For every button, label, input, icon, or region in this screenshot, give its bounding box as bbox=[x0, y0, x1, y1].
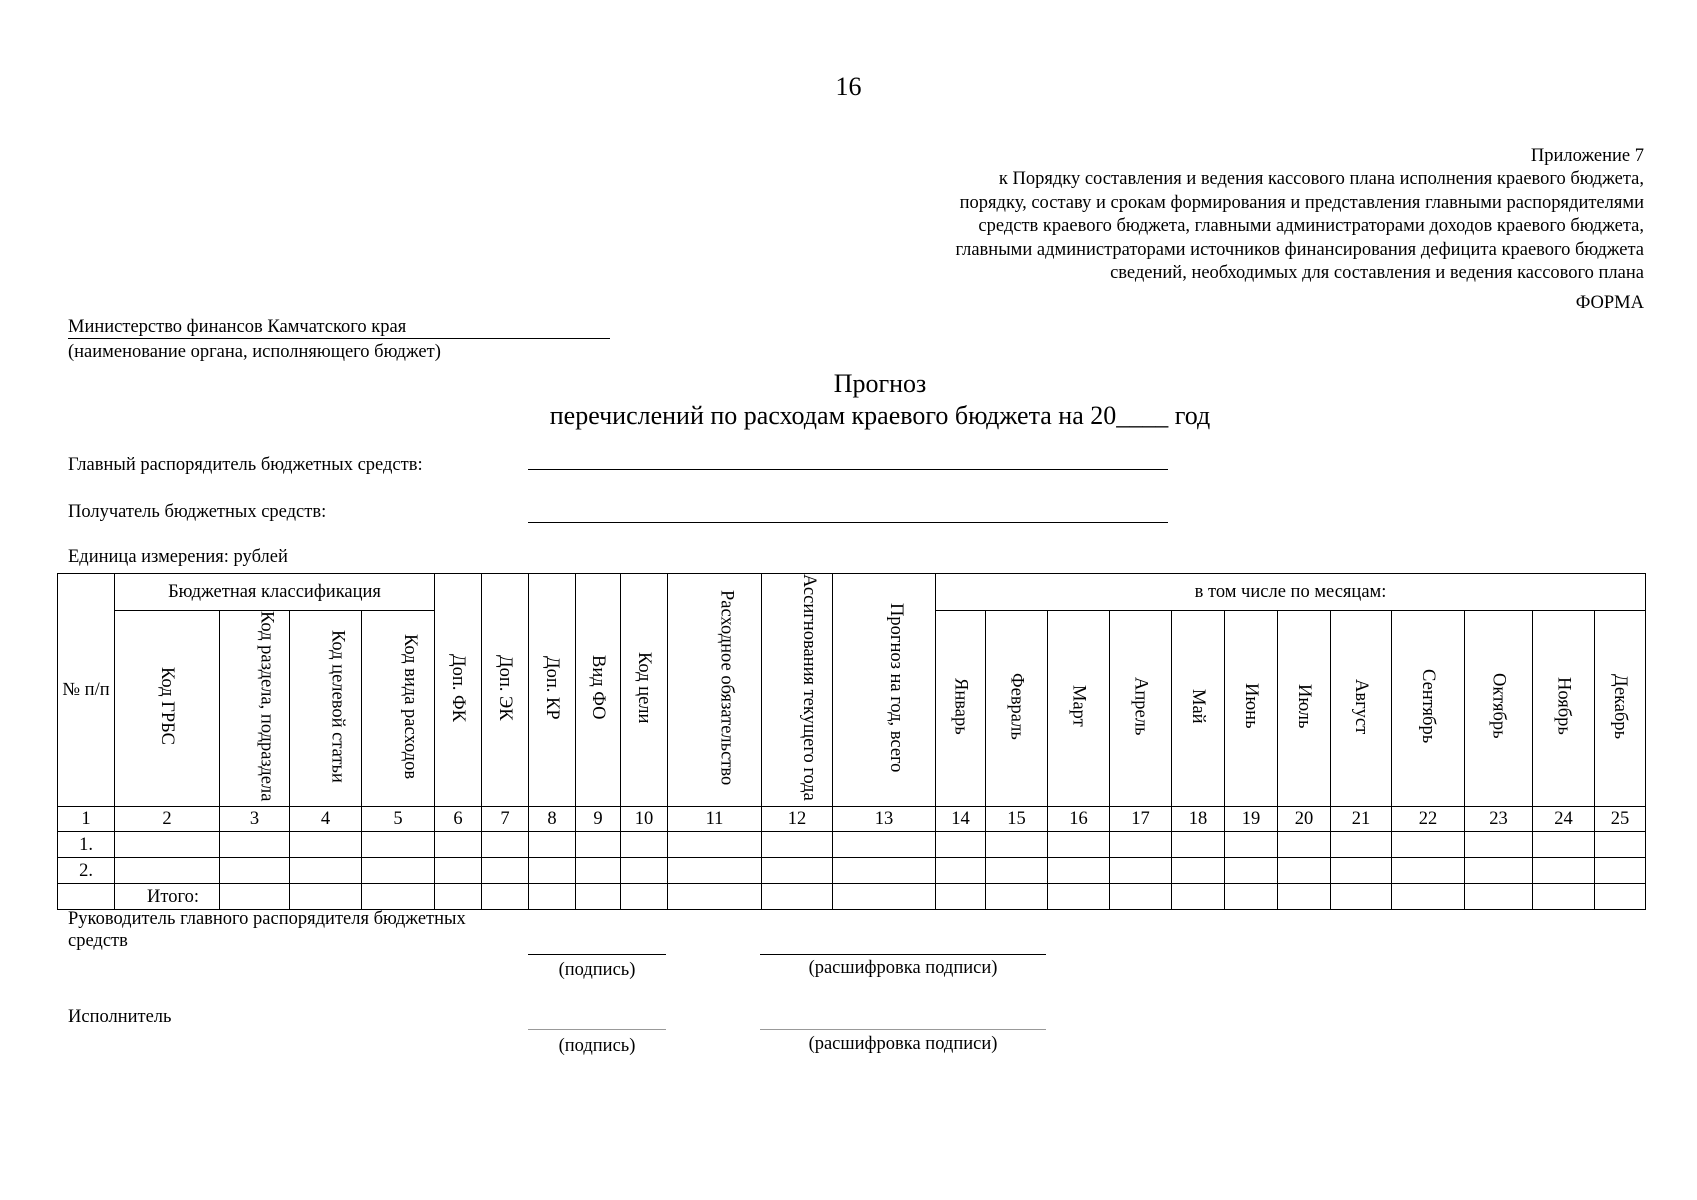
table-cell[interactable] bbox=[290, 884, 362, 910]
table-cell[interactable] bbox=[986, 884, 1048, 910]
table-cell[interactable] bbox=[1331, 858, 1392, 884]
table-cell[interactable] bbox=[986, 832, 1048, 858]
head-decode-caption: (расшифровка подписи) bbox=[808, 958, 998, 978]
table-cell[interactable] bbox=[1225, 832, 1278, 858]
table-cell[interactable] bbox=[1278, 858, 1331, 884]
table-cell[interactable] bbox=[115, 858, 220, 884]
table-cell[interactable] bbox=[362, 832, 435, 858]
table-cell[interactable] bbox=[529, 832, 576, 858]
recipient-label: Получатель бюджетных средств: bbox=[68, 502, 327, 522]
table-cell[interactable] bbox=[762, 832, 833, 858]
column-number: 21 bbox=[1331, 807, 1392, 832]
table-cell[interactable] bbox=[1595, 858, 1646, 884]
form-label: ФОРМА bbox=[1575, 293, 1644, 313]
column-numbers-row bbox=[58, 807, 1646, 832]
table-cell[interactable] bbox=[668, 832, 762, 858]
table-cell[interactable] bbox=[435, 884, 482, 910]
col-header-grbs: Код ГРБС bbox=[157, 667, 177, 746]
column-number: 1 bbox=[58, 807, 115, 832]
table-cell[interactable] bbox=[362, 884, 435, 910]
table-cell[interactable] bbox=[1533, 832, 1595, 858]
column-number: 14 bbox=[936, 807, 986, 832]
column-number: 3 bbox=[220, 807, 290, 832]
column-number: 25 bbox=[1595, 807, 1646, 832]
main-manager-field[interactable] bbox=[528, 469, 1168, 470]
table-cell[interactable] bbox=[762, 858, 833, 884]
appendix-line: к Порядку составления и ведения кассового плана исполнения краевого бюджета, bbox=[998, 169, 1644, 190]
table-cell[interactable] bbox=[220, 884, 290, 910]
column-number: 9 bbox=[576, 807, 621, 832]
column-number: 8 bbox=[529, 807, 576, 832]
table-cell[interactable] bbox=[1048, 884, 1110, 910]
month-header: Октябрь bbox=[1488, 673, 1509, 740]
executor-decode-line[interactable] bbox=[760, 1029, 1046, 1030]
month-header: Январь bbox=[950, 677, 971, 735]
table-cell[interactable] bbox=[576, 884, 621, 910]
table-cell[interactable] bbox=[1048, 858, 1110, 884]
unit-label: Единица измерения: рублей bbox=[68, 547, 288, 567]
organization-name: Министерство финансов Камчатского края bbox=[68, 316, 610, 339]
col-header-cel: Код целевой статьи bbox=[327, 629, 348, 783]
table-cell[interactable] bbox=[529, 858, 576, 884]
table-cell[interactable] bbox=[1225, 858, 1278, 884]
table-row bbox=[58, 858, 1646, 884]
table-cell[interactable] bbox=[1465, 858, 1533, 884]
table-cell[interactable] bbox=[1172, 858, 1225, 884]
title-line-1: Прогноз bbox=[833, 369, 927, 398]
table-row bbox=[58, 832, 1646, 858]
col-header-vid: Код вида расходов bbox=[400, 633, 420, 779]
column-number: 18 bbox=[1172, 807, 1225, 832]
col-header-vid-fo: Вид ФО bbox=[588, 655, 608, 720]
col-header-razdel: Код раздела, подраздела bbox=[256, 611, 277, 802]
column-number: 4 bbox=[290, 807, 362, 832]
appendix-line: главными администраторами источников финансирования дефицита краевого бюджета bbox=[955, 239, 1644, 260]
appendix-title: Приложение 7 bbox=[1530, 146, 1644, 166]
table-cell[interactable] bbox=[621, 884, 668, 910]
month-header: Февраль bbox=[1006, 672, 1027, 740]
document-title bbox=[0, 368, 1697, 432]
table-cell[interactable] bbox=[1392, 832, 1465, 858]
row-number: 1. bbox=[58, 832, 115, 858]
table-cell[interactable] bbox=[1110, 858, 1172, 884]
column-number: 7 bbox=[482, 807, 529, 832]
column-number: 15 bbox=[986, 807, 1048, 832]
table-cell[interactable] bbox=[621, 832, 668, 858]
table-cell[interactable] bbox=[362, 858, 435, 884]
head-decode-line[interactable] bbox=[760, 954, 1046, 955]
col-header-forecast: Прогноз на год, всего bbox=[886, 603, 906, 773]
table-cell[interactable] bbox=[529, 884, 576, 910]
column-number: 20 bbox=[1278, 807, 1331, 832]
column-number: 17 bbox=[1110, 807, 1172, 832]
column-number: 24 bbox=[1533, 807, 1595, 832]
table-cell[interactable] bbox=[220, 832, 290, 858]
column-number: 2 bbox=[115, 807, 220, 832]
table-cell[interactable] bbox=[936, 884, 986, 910]
column-number: 16 bbox=[1048, 807, 1110, 832]
month-header: Август bbox=[1351, 678, 1371, 734]
table-cell[interactable] bbox=[1392, 884, 1465, 910]
table-cell[interactable] bbox=[1331, 832, 1392, 858]
table-cell[interactable] bbox=[1172, 832, 1225, 858]
column-number: 22 bbox=[1392, 807, 1465, 832]
table-cell[interactable] bbox=[986, 858, 1048, 884]
month-header: Ноябрь bbox=[1553, 677, 1574, 736]
column-number: 6 bbox=[435, 807, 482, 832]
table-cell[interactable] bbox=[833, 832, 936, 858]
table-cell[interactable] bbox=[1533, 858, 1595, 884]
appendix-line: порядку, составу и срокам формирования и представления главными распорядителями bbox=[959, 192, 1644, 213]
main-manager-label: Главный распорядитель бюджетных средств: bbox=[68, 455, 423, 475]
appendix-line: сведений, необходимых для составления и ведения кассового плана bbox=[1110, 263, 1644, 284]
table-cell[interactable] bbox=[1392, 858, 1465, 884]
col-header-kod-celi: Код цели bbox=[634, 652, 654, 724]
table-cell[interactable] bbox=[1331, 884, 1392, 910]
total-row bbox=[58, 884, 1646, 910]
table-cell[interactable] bbox=[482, 858, 529, 884]
column-number: 13 bbox=[833, 807, 936, 832]
table-cell[interactable] bbox=[936, 858, 986, 884]
month-header: Сентябрь bbox=[1418, 669, 1438, 744]
title-line-2: перечислений по расходам краевого бюджета на 20____ год bbox=[549, 401, 1211, 430]
executor-signature-line[interactable] bbox=[528, 1029, 666, 1030]
forecast-table bbox=[57, 573, 1646, 910]
table-cell[interactable] bbox=[1595, 832, 1646, 858]
executor-decode-caption: (расшифровка подписи) bbox=[808, 1034, 998, 1054]
col-header-num: № п/п bbox=[58, 574, 115, 807]
recipient-field[interactable] bbox=[528, 522, 1168, 523]
table-cell[interactable] bbox=[936, 832, 986, 858]
col-header-dop-fk: Доп. ФК bbox=[448, 653, 468, 722]
table-cell[interactable] bbox=[1048, 832, 1110, 858]
table-cell[interactable] bbox=[220, 858, 290, 884]
table-cell[interactable] bbox=[1595, 884, 1646, 910]
table-cell[interactable] bbox=[833, 858, 936, 884]
month-header: Май bbox=[1188, 688, 1208, 724]
month-header: Декабрь bbox=[1610, 673, 1630, 739]
table-cell[interactable] bbox=[762, 884, 833, 910]
column-number: 12 bbox=[762, 807, 833, 832]
month-header: Июнь bbox=[1241, 683, 1261, 729]
table-cell[interactable] bbox=[621, 858, 668, 884]
month-header: Июль bbox=[1294, 684, 1314, 729]
col-header-budget-class: Бюджетная классификация bbox=[115, 574, 435, 611]
table-cell[interactable] bbox=[668, 884, 762, 910]
table-cell[interactable] bbox=[1278, 832, 1331, 858]
table-cell[interactable] bbox=[1110, 832, 1172, 858]
column-number: 10 bbox=[621, 807, 668, 832]
organization-hint: (наименование органа, исполняющего бюджет) bbox=[68, 342, 441, 362]
total-label: Итого: bbox=[115, 884, 220, 910]
table-cell[interactable] bbox=[668, 858, 762, 884]
month-header: Апрель bbox=[1130, 677, 1151, 736]
column-number: 19 bbox=[1225, 807, 1278, 832]
table-cell[interactable] bbox=[290, 858, 362, 884]
appendix-line: средств краевого бюджета, главными администраторами доходов краевого бюджета, bbox=[978, 216, 1644, 237]
table-cell[interactable] bbox=[435, 832, 482, 858]
table-cell[interactable] bbox=[1465, 884, 1533, 910]
column-number: 23 bbox=[1465, 807, 1533, 832]
table-cell bbox=[58, 884, 115, 910]
column-number: 11 bbox=[668, 807, 762, 832]
head-signature-label: Руководитель главного распорядителя бюджетных средств bbox=[68, 909, 466, 951]
col-header-months: в том числе по месяцам: bbox=[936, 574, 1646, 611]
appendix-block bbox=[744, 145, 1644, 285]
table-cell[interactable] bbox=[833, 884, 936, 910]
executor-signature-caption: (подпись) bbox=[558, 1036, 636, 1056]
table-cell[interactable] bbox=[290, 832, 362, 858]
table-cell[interactable] bbox=[435, 858, 482, 884]
table-cell[interactable] bbox=[482, 832, 529, 858]
col-header-dop-kr: Доп. КР bbox=[542, 655, 562, 720]
table-cell[interactable] bbox=[1110, 884, 1172, 910]
col-header-dop-ek: Доп. ЭК bbox=[495, 654, 515, 721]
table-cell[interactable] bbox=[1465, 832, 1533, 858]
table-cell[interactable] bbox=[115, 832, 220, 858]
row-number: 2. bbox=[58, 858, 115, 884]
table-cell[interactable] bbox=[482, 884, 529, 910]
table-cell[interactable] bbox=[1172, 884, 1225, 910]
col-header-assign: Ассигнования текущего года bbox=[799, 574, 819, 802]
table-cell[interactable] bbox=[576, 832, 621, 858]
table-cell[interactable] bbox=[576, 858, 621, 884]
table-cell[interactable] bbox=[1225, 884, 1278, 910]
col-header-rashod: Расходное обязательство bbox=[716, 590, 737, 786]
table-cell[interactable] bbox=[1533, 884, 1595, 910]
page-number: 16 bbox=[835, 72, 862, 101]
executor-label: Исполнитель bbox=[68, 1007, 172, 1027]
column-number: 5 bbox=[362, 807, 435, 832]
head-signature-caption: (подпись) bbox=[558, 960, 636, 980]
month-header: Март bbox=[1068, 685, 1089, 728]
head-signature-line[interactable] bbox=[528, 954, 666, 955]
table-cell[interactable] bbox=[1278, 884, 1331, 910]
